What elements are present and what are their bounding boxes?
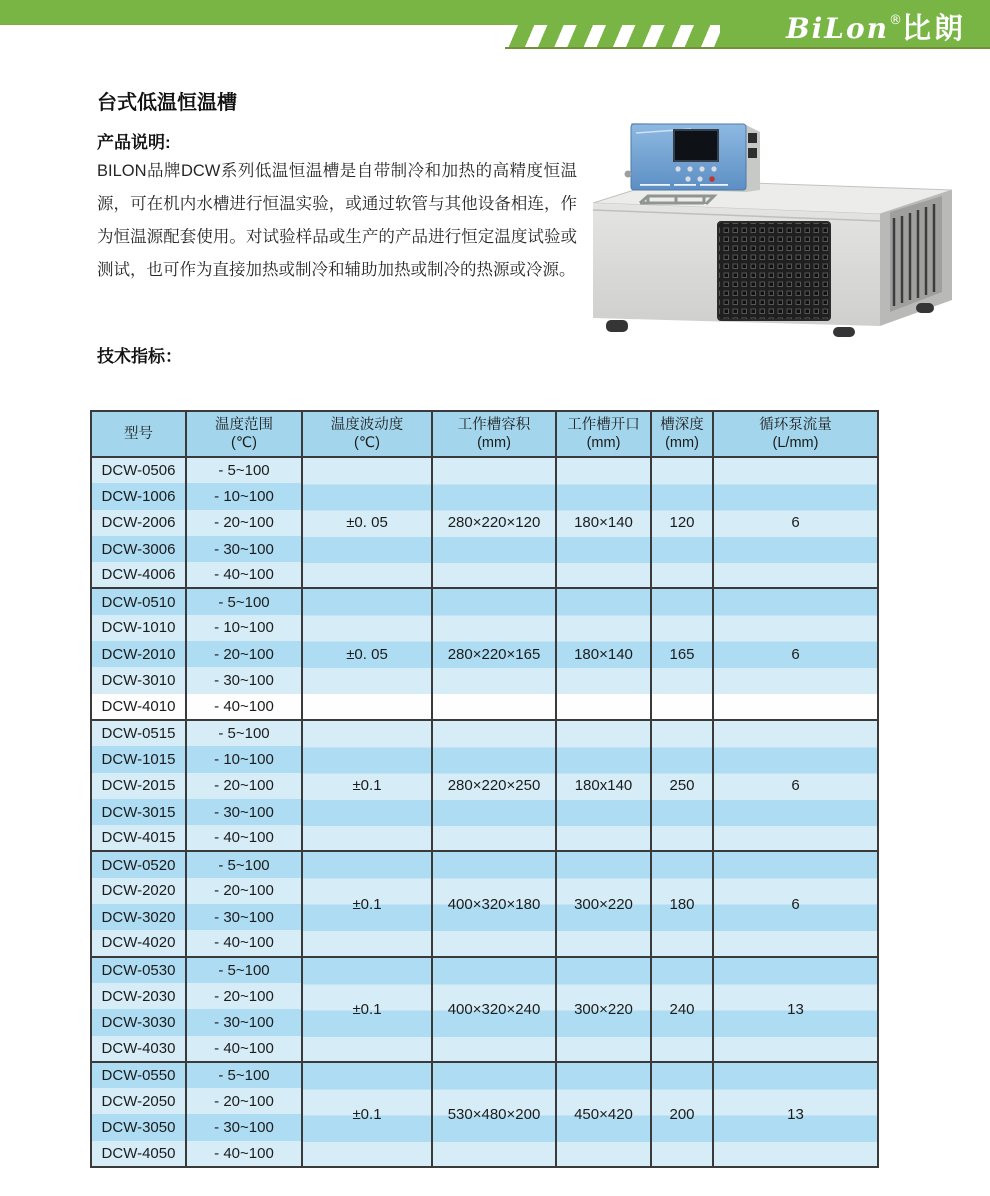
spec-group xyxy=(91,720,878,851)
col-header-range xyxy=(186,411,302,457)
device-grille xyxy=(718,222,830,320)
volume-cell: 400×320×240 xyxy=(432,957,556,1062)
depth-cell: 240 xyxy=(651,957,713,1062)
depth-cell: 165 xyxy=(651,588,713,719)
model-cell: DCW-3050 xyxy=(91,1114,186,1140)
range-cell: - 40~100 xyxy=(186,1141,302,1167)
model-cell: DCW-0520 xyxy=(91,851,186,877)
opening-cell: 300×220 xyxy=(556,851,651,956)
fluctuation-cell: ±0.1 xyxy=(302,957,432,1062)
model-cell: DCW-2020 xyxy=(91,878,186,904)
range-cell: - 30~100 xyxy=(186,904,302,930)
model-cell: DCW-3006 xyxy=(91,536,186,562)
opening-cell: 450×420 xyxy=(556,1062,651,1167)
range-cell: - 30~100 xyxy=(186,799,302,825)
col-header-text: 工作槽开口 xyxy=(567,416,640,433)
range-cell: - 5~100 xyxy=(186,1062,302,1088)
col-header-unit: (mm) xyxy=(665,435,699,451)
col-header-unit: (℃) xyxy=(354,435,380,451)
range-cell: - 20~100 xyxy=(186,773,302,799)
product-description-label: 产品说明: xyxy=(97,133,171,152)
col-header-model xyxy=(91,411,186,457)
col-header-opening xyxy=(556,411,651,457)
model-cell: DCW-0550 xyxy=(91,1062,186,1088)
range-cell: - 5~100 xyxy=(186,457,302,483)
brand-logo-underline xyxy=(778,6,970,53)
range-cell: - 30~100 xyxy=(186,667,302,693)
range-cell: - 20~100 xyxy=(186,983,302,1009)
volume-cell: 280×220×250 xyxy=(432,720,556,851)
model-cell: DCW-0530 xyxy=(91,957,186,983)
model-cell: DCW-0515 xyxy=(91,720,186,746)
opening-cell: 300×220 xyxy=(556,957,651,1062)
volume-cell: 280×220×120 xyxy=(432,457,556,588)
model-cell: DCW-0510 xyxy=(91,588,186,614)
model-cell: DCW-4020 xyxy=(91,930,186,956)
col-header-text: 工作槽容积 xyxy=(457,416,531,433)
volume-cell: 400×320×180 xyxy=(432,851,556,956)
depth-cell: 180 xyxy=(651,851,713,956)
device-side-vent xyxy=(890,196,942,312)
fluctuation-cell: ±0.1 xyxy=(302,1062,432,1167)
range-cell: - 10~100 xyxy=(186,483,302,509)
model-cell: DCW-3015 xyxy=(91,799,186,825)
model-cell: DCW-4006 xyxy=(91,562,186,588)
col-header-fluctuation xyxy=(302,411,432,457)
range-cell: - 40~100 xyxy=(186,825,302,851)
col-header-depth xyxy=(651,411,713,457)
specs-section-label: 技术指标： xyxy=(97,347,182,366)
model-cell: DCW-1010 xyxy=(91,615,186,641)
depth-cell: 200 xyxy=(651,1062,713,1167)
range-cell: - 40~100 xyxy=(186,1036,302,1062)
spec-group xyxy=(91,588,878,719)
col-header-unit: (℃) xyxy=(231,435,257,451)
col-header-text: 型号 xyxy=(124,425,153,442)
fluctuation-cell: ±0. 05 xyxy=(302,588,432,719)
model-cell: DCW-3030 xyxy=(91,1009,186,1035)
col-header-text: 循环泵流量 xyxy=(759,416,832,433)
flow-cell: 13 xyxy=(713,1062,878,1167)
range-cell: - 20~100 xyxy=(186,878,302,904)
fluctuation-cell: ±0.1 xyxy=(302,851,432,956)
table-row xyxy=(91,457,878,483)
range-cell: - 40~100 xyxy=(186,930,302,956)
col-header-text: 温度范围 xyxy=(215,416,273,433)
flow-cell: 6 xyxy=(713,851,878,956)
spec-group xyxy=(91,457,878,588)
depth-cell: 250 xyxy=(651,720,713,851)
opening-cell: 180×140 xyxy=(556,457,651,588)
model-cell: DCW-4010 xyxy=(91,694,186,720)
volume-cell: 530×480×200 xyxy=(432,1062,556,1167)
header-row xyxy=(91,411,878,457)
brand-hero xyxy=(505,0,990,49)
brand-logo-chinese: 比朗 xyxy=(901,13,966,45)
device-display xyxy=(674,130,718,161)
device-control-panel xyxy=(625,123,761,192)
flow-cell: 6 xyxy=(713,720,878,851)
model-cell: DCW-4050 xyxy=(91,1141,186,1167)
col-header-unit: (mm) xyxy=(477,435,511,451)
model-cell: DCW-1006 xyxy=(91,483,186,509)
depth-cell: 120 xyxy=(651,457,713,588)
fluctuation-cell: ±0. 05 xyxy=(302,457,432,588)
model-cell: DCW-0506 xyxy=(91,457,186,483)
range-cell: - 10~100 xyxy=(186,746,302,772)
table-row xyxy=(91,851,878,877)
page-title: 台式低温恒温槽 xyxy=(97,92,237,114)
spec-group xyxy=(91,851,878,956)
range-cell: - 40~100 xyxy=(186,694,302,720)
fluctuation-cell: ±0.1 xyxy=(302,720,432,851)
flow-cell: 6 xyxy=(713,457,878,588)
model-cell: DCW-2030 xyxy=(91,983,186,1009)
range-cell: - 20~100 xyxy=(186,510,302,536)
range-cell: - 5~100 xyxy=(186,957,302,983)
range-cell: - 30~100 xyxy=(186,1009,302,1035)
col-header-unit: (mm) xyxy=(586,435,621,451)
col-header-text: 温度波动度 xyxy=(330,416,404,433)
table-row xyxy=(91,588,878,614)
col-header-unit: (L/mm) xyxy=(772,435,819,451)
model-cell: DCW-2015 xyxy=(91,773,186,799)
model-cell: DCW-4015 xyxy=(91,825,186,851)
range-cell: - 5~100 xyxy=(186,720,302,746)
model-cell: DCW-4030 xyxy=(91,1036,186,1062)
model-cell: DCW-2050 xyxy=(91,1088,186,1114)
registered-mark-icon: ® xyxy=(888,13,902,28)
range-cell: - 5~100 xyxy=(186,851,302,877)
flow-cell: 6 xyxy=(713,588,878,719)
model-cell: DCW-2010 xyxy=(91,641,186,667)
spec-table-header xyxy=(91,411,878,457)
range-cell: - 30~100 xyxy=(186,1114,302,1140)
spec-table xyxy=(90,410,879,1168)
model-cell: DCW-1015 xyxy=(91,746,186,772)
spec-group xyxy=(91,1062,878,1167)
range-cell: - 20~100 xyxy=(186,641,302,667)
brand-logo-script: BiLon xyxy=(785,12,889,45)
product-photo xyxy=(578,100,968,338)
model-cell: DCW-3020 xyxy=(91,904,186,930)
col-header-text: 槽深度 xyxy=(660,416,704,433)
opening-cell: 180x140 xyxy=(556,720,651,851)
col-header-volume xyxy=(432,411,556,457)
range-cell: - 30~100 xyxy=(186,536,302,562)
range-cell: - 40~100 xyxy=(186,562,302,588)
volume-cell: 280×220×165 xyxy=(432,588,556,719)
product-description: BILON品牌DCW系列低温恒温槽是自带制冷和加热的高精度恒温源，可在机内水槽进行恒温实验，或通过软管与其他设备相连，作为恒温源配套使用。对试验样品或生产的产品进行恒定温度试验或测试，也可作为直接加热或制冷和辅助加热或制冷的热源或冷源。 xyxy=(97,162,577,279)
range-cell: - 5~100 xyxy=(186,588,302,614)
flow-cell: 13 xyxy=(713,957,878,1062)
range-cell: - 20~100 xyxy=(186,1088,302,1114)
table-row xyxy=(91,1062,878,1088)
spec-group xyxy=(91,957,878,1062)
col-header-flow xyxy=(713,411,878,457)
table-row xyxy=(91,957,878,983)
model-cell: DCW-3010 xyxy=(91,667,186,693)
brand-logo xyxy=(778,6,970,53)
opening-cell: 180×140 xyxy=(556,588,651,719)
range-cell: - 10~100 xyxy=(186,615,302,641)
model-cell: DCW-2006 xyxy=(91,510,186,536)
brand-stripes xyxy=(505,25,720,47)
table-row xyxy=(91,720,878,746)
